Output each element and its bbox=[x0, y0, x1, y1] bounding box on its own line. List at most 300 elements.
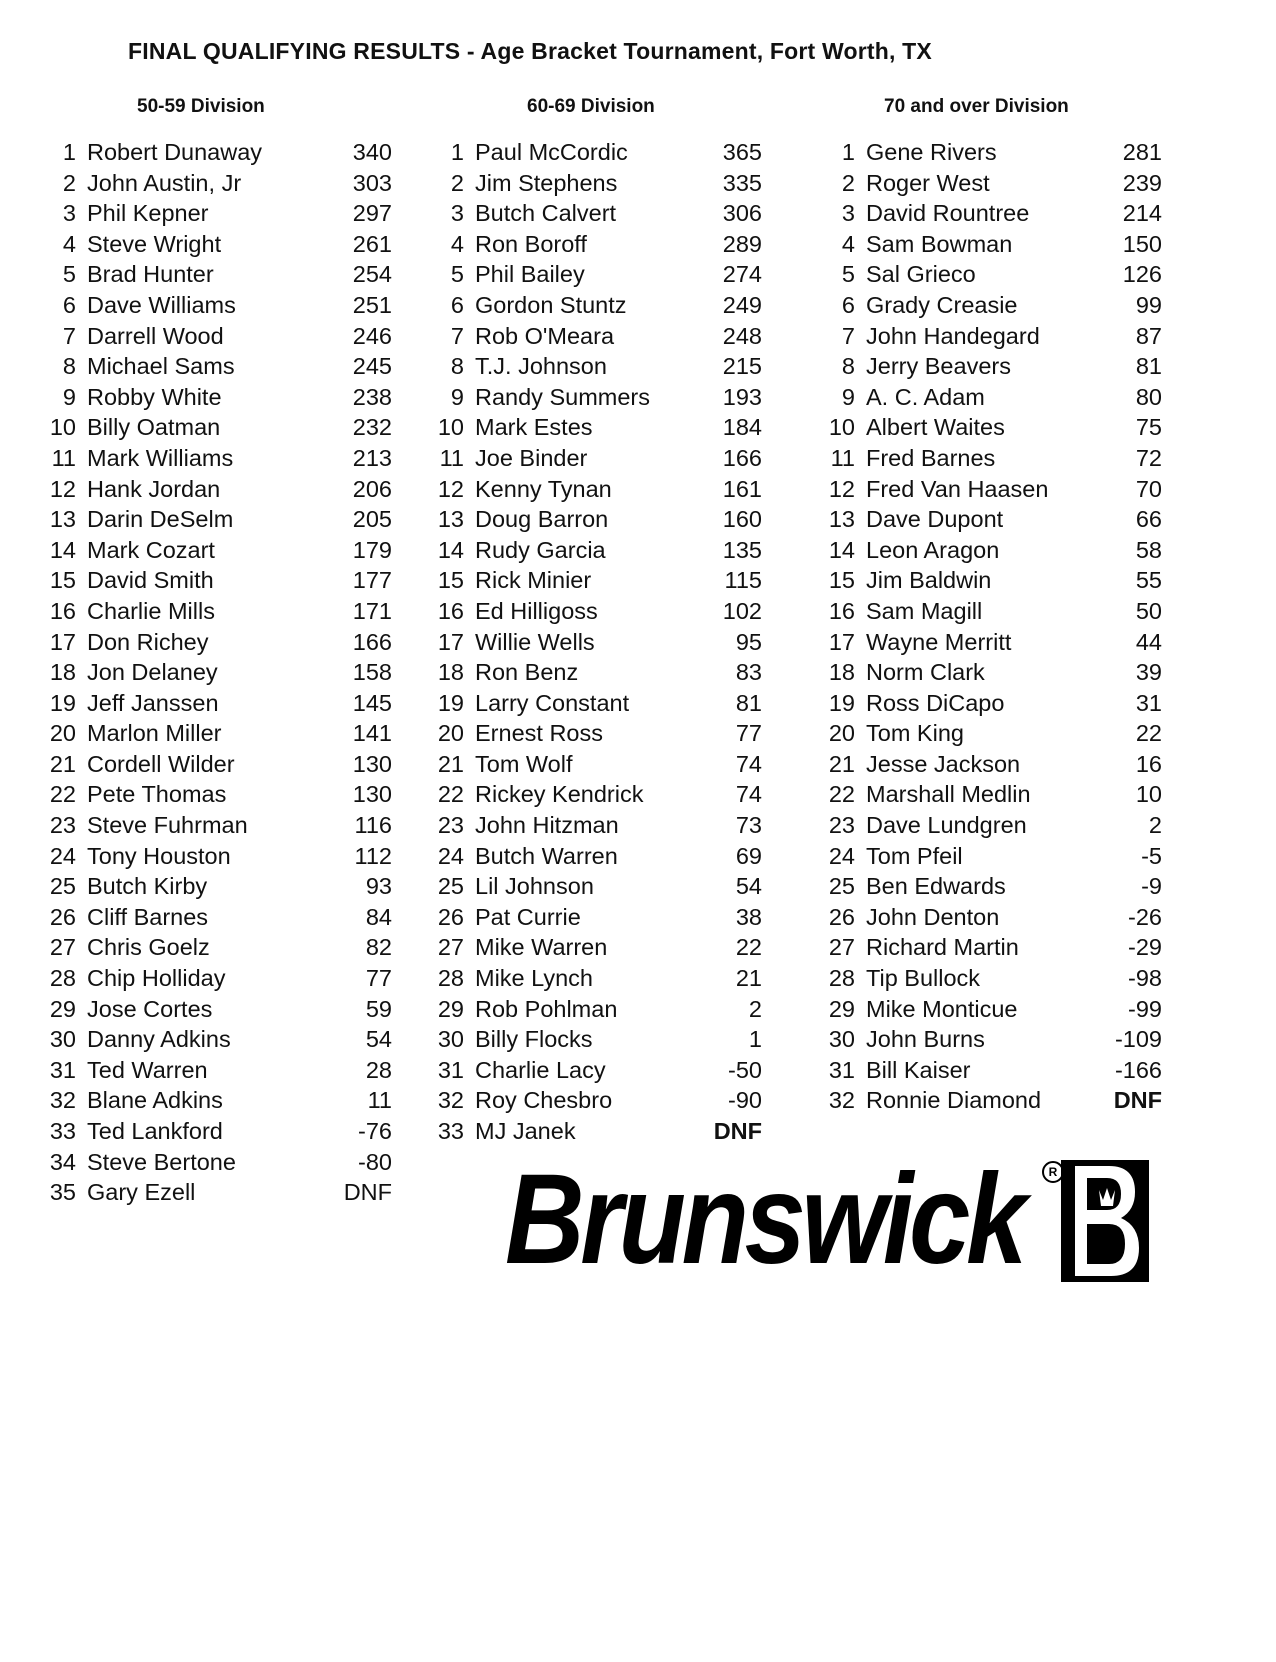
score-cell: -76 bbox=[358, 1118, 392, 1144]
rank-cell: 23 bbox=[828, 812, 855, 839]
rank-cell: 11 bbox=[51, 444, 76, 471]
bowler-name-cell: Charlie Mills bbox=[87, 597, 215, 624]
score-cell: 297 bbox=[352, 200, 392, 227]
score-cell: 83 bbox=[735, 659, 762, 686]
bowler-name-cell: Butch Calvert bbox=[475, 200, 617, 227]
rank-cell: 8 bbox=[841, 353, 855, 380]
rank-cell: 26 bbox=[49, 903, 76, 930]
rank-cell: 10 bbox=[437, 414, 464, 441]
score-cell: 249 bbox=[722, 291, 762, 318]
score-cell: 232 bbox=[352, 414, 392, 441]
rank-cell: 20 bbox=[828, 720, 855, 747]
score-cell: 340 bbox=[352, 139, 392, 165]
bowler-name-cell: T.J. Johnson bbox=[475, 353, 607, 380]
bowler-name-cell: Darin DeSelm bbox=[87, 506, 234, 533]
score-cell: 99 bbox=[1135, 291, 1162, 318]
score-cell: -90 bbox=[728, 1087, 762, 1114]
score-cell: 50 bbox=[1135, 597, 1162, 624]
rank-cell: 11 bbox=[439, 444, 464, 471]
rank-cell: 12 bbox=[828, 475, 855, 502]
bowler-name-cell: David Rountree bbox=[866, 200, 1030, 227]
rank-cell: 10 bbox=[49, 414, 76, 441]
rank-cell: 15 bbox=[437, 567, 464, 594]
score-cell: 75 bbox=[1135, 414, 1162, 441]
bowler-name-cell: Charlie Lacy bbox=[475, 1056, 606, 1083]
rank-cell: 13 bbox=[437, 506, 464, 533]
bowler-name-cell: Ross DiCapo bbox=[866, 689, 1005, 716]
bowler-name-cell: Danny Adkins bbox=[87, 1026, 231, 1053]
score-cell: 166 bbox=[722, 444, 762, 471]
bowler-name-cell: Ted Warren bbox=[87, 1056, 208, 1083]
bowler-name-cell: Gary Ezell bbox=[87, 1179, 196, 1206]
bowler-name-cell: Jim Baldwin bbox=[866, 567, 992, 594]
bowler-name-cell: Marshall Medlin bbox=[866, 781, 1031, 808]
score-cell: DNF bbox=[1113, 1087, 1162, 1114]
rank-cell: 29 bbox=[437, 995, 464, 1022]
bowler-name-cell: Billy Oatman bbox=[87, 414, 221, 441]
score-cell: 248 bbox=[722, 322, 762, 349]
rank-cell: 22 bbox=[437, 781, 464, 808]
score-cell: 16 bbox=[1135, 750, 1162, 777]
bowler-name-cell: Michael Sams bbox=[87, 353, 235, 380]
bowler-name-cell: Mike Warren bbox=[475, 934, 608, 961]
bowler-name-cell: Billy Flocks bbox=[475, 1026, 593, 1053]
rank-cell: 14 bbox=[437, 536, 464, 563]
rank-cell: 9 bbox=[450, 383, 464, 410]
score-cell: 95 bbox=[735, 628, 762, 655]
bowler-name-cell: Sam Bowman bbox=[866, 230, 1013, 257]
rank-cell: 3 bbox=[450, 200, 464, 227]
bowler-name-cell: Norm Clark bbox=[866, 659, 985, 686]
rank-cell: 16 bbox=[49, 597, 76, 624]
score-cell: 81 bbox=[735, 689, 762, 716]
rank-cell: 24 bbox=[828, 842, 855, 869]
score-cell: 289 bbox=[722, 230, 762, 257]
rank-cell: 11 bbox=[830, 444, 855, 471]
score-cell: 213 bbox=[352, 444, 392, 471]
rank-cell: 33 bbox=[49, 1118, 76, 1144]
score-cell: 179 bbox=[352, 536, 392, 563]
rank-cell: 1 bbox=[841, 139, 855, 165]
score-cell: 206 bbox=[352, 475, 392, 502]
score-cell: 166 bbox=[352, 628, 392, 655]
score-cell: 135 bbox=[722, 536, 762, 563]
rank-cell: 4 bbox=[450, 230, 464, 257]
bowler-name-cell: Dave Williams bbox=[87, 291, 236, 318]
rank-cell: 27 bbox=[437, 934, 464, 961]
bowler-name-cell: Larry Constant bbox=[475, 689, 630, 716]
score-cell: 160 bbox=[722, 506, 762, 533]
score-cell: 93 bbox=[365, 873, 392, 900]
score-cell: -80 bbox=[358, 1148, 392, 1175]
bowler-name-cell: John Austin, Jr bbox=[87, 169, 242, 196]
rank-cell: 5 bbox=[841, 261, 855, 288]
score-cell: 171 bbox=[352, 597, 392, 624]
rank-cell: 25 bbox=[49, 873, 76, 900]
bowler-name-cell: Pete Thomas bbox=[87, 781, 227, 808]
bowler-name-cell: Phil Kepner bbox=[87, 200, 209, 227]
rank-cell: 23 bbox=[49, 812, 76, 839]
rank-cell: 21 bbox=[49, 750, 76, 777]
rank-cell: 30 bbox=[828, 1026, 855, 1053]
score-cell: 115 bbox=[724, 567, 762, 594]
rank-cell: 3 bbox=[841, 200, 855, 227]
rank-cell: 28 bbox=[49, 965, 76, 992]
score-cell: 126 bbox=[1122, 261, 1162, 288]
score-cell: 184 bbox=[722, 414, 762, 441]
rank-cell: 21 bbox=[828, 750, 855, 777]
rank-cell: 2 bbox=[62, 169, 76, 196]
bowler-name-cell: Jose Cortes bbox=[87, 995, 213, 1022]
rank-cell: 15 bbox=[828, 567, 855, 594]
score-cell: -29 bbox=[1128, 934, 1162, 961]
rank-cell: 19 bbox=[828, 689, 855, 716]
rank-cell: 28 bbox=[437, 965, 464, 992]
rank-cell: 9 bbox=[62, 383, 76, 410]
rank-cell: 8 bbox=[450, 353, 464, 380]
rank-cell: 7 bbox=[841, 322, 855, 349]
score-cell: -109 bbox=[1114, 1026, 1162, 1053]
bowler-name-cell: Jon Delaney bbox=[87, 659, 218, 686]
score-cell: 73 bbox=[735, 812, 762, 839]
rank-cell: 3 bbox=[62, 200, 76, 227]
rank-cell: 13 bbox=[49, 506, 76, 533]
bowler-name-cell: Robert Dunaway bbox=[87, 139, 263, 165]
rank-cell: 22 bbox=[828, 781, 855, 808]
bowler-name-cell: John Burns bbox=[866, 1026, 985, 1053]
score-cell: 335 bbox=[722, 169, 762, 196]
bowler-name-cell: Ben Edwards bbox=[866, 873, 1006, 900]
score-cell: 59 bbox=[365, 995, 392, 1022]
score-cell: 141 bbox=[352, 720, 392, 747]
score-cell: 77 bbox=[365, 965, 392, 992]
bowler-name-cell: Robby White bbox=[87, 383, 222, 410]
score-cell: DNF bbox=[343, 1179, 392, 1206]
score-cell: 54 bbox=[365, 1026, 392, 1053]
score-cell: 77 bbox=[735, 720, 762, 747]
rank-cell: 31 bbox=[828, 1056, 855, 1083]
rank-cell: 2 bbox=[841, 169, 855, 196]
bowler-name-cell: Rick Minier bbox=[475, 567, 592, 594]
rank-cell: 27 bbox=[49, 934, 76, 961]
rank-cell: 31 bbox=[49, 1056, 76, 1083]
rank-cell: 32 bbox=[437, 1087, 464, 1114]
bowler-name-cell: Doug Barron bbox=[475, 506, 609, 533]
bowler-name-cell: Richard Martin bbox=[866, 934, 1019, 961]
bowler-name-cell: Albert Waites bbox=[866, 414, 1005, 441]
rank-cell: 18 bbox=[828, 659, 855, 686]
rank-cell: 2 bbox=[450, 169, 464, 196]
bowler-name-cell: Tip Bullock bbox=[866, 965, 981, 992]
rank-cell: 14 bbox=[49, 536, 76, 563]
score-cell: -26 bbox=[1128, 903, 1162, 930]
bowler-name-cell: Bill Kaiser bbox=[866, 1056, 971, 1083]
division-header-60-69: 60-69 Division bbox=[527, 96, 655, 117]
rank-cell: 33 bbox=[437, 1118, 464, 1144]
rank-cell: 30 bbox=[437, 1026, 464, 1053]
score-cell: 246 bbox=[352, 322, 392, 349]
rank-cell: 13 bbox=[828, 506, 855, 533]
rank-cell: 4 bbox=[841, 230, 855, 257]
score-cell: 251 bbox=[352, 291, 392, 318]
bowler-name-cell: Leon Aragon bbox=[866, 536, 1000, 563]
score-cell: 28 bbox=[365, 1056, 392, 1083]
score-cell: 116 bbox=[354, 812, 392, 839]
bowler-name-cell: Chris Goelz bbox=[87, 934, 210, 961]
score-cell: 10 bbox=[1135, 781, 1162, 808]
bowler-name-cell: Tom King bbox=[866, 720, 964, 747]
rank-cell: 1 bbox=[62, 139, 76, 165]
bowler-name-cell: MJ Janek bbox=[475, 1118, 576, 1144]
rank-cell: 15 bbox=[49, 567, 76, 594]
rank-cell: 17 bbox=[828, 628, 855, 655]
rank-cell: 17 bbox=[49, 628, 76, 655]
score-cell: 177 bbox=[352, 567, 392, 594]
bowler-name-cell: Randy Summers bbox=[475, 383, 650, 410]
bowler-name-cell: Fred Van Haasen bbox=[866, 475, 1049, 502]
bowler-name-cell: Jeff Janssen bbox=[87, 689, 219, 716]
rank-cell: 19 bbox=[49, 689, 76, 716]
score-cell: 205 bbox=[352, 506, 392, 533]
bowler-name-cell: Ed Hilligoss bbox=[475, 597, 598, 624]
rank-cell: 9 bbox=[841, 383, 855, 410]
score-cell: 84 bbox=[365, 903, 392, 930]
rank-cell: 8 bbox=[62, 353, 76, 380]
rank-cell: 35 bbox=[49, 1179, 76, 1206]
score-cell: DNF bbox=[713, 1118, 762, 1144]
bowler-name-cell: Dave Lundgren bbox=[866, 812, 1027, 839]
score-cell: 2 bbox=[748, 995, 762, 1022]
bowler-name-cell: Rob Pohlman bbox=[475, 995, 618, 1022]
bowler-name-cell: Tom Pfeil bbox=[866, 842, 963, 869]
score-cell: 130 bbox=[352, 750, 392, 777]
score-cell: 215 bbox=[722, 353, 762, 380]
rank-cell: 12 bbox=[437, 475, 464, 502]
brunswick-crown-b-icon bbox=[1061, 1160, 1149, 1282]
score-cell: 55 bbox=[1135, 567, 1162, 594]
score-cell: 44 bbox=[1135, 628, 1162, 655]
rank-cell: 5 bbox=[450, 261, 464, 288]
rank-cell: 28 bbox=[828, 965, 855, 992]
bowler-name-cell: Rickey Kendrick bbox=[475, 781, 644, 808]
bowler-name-cell: Mark Estes bbox=[475, 414, 593, 441]
bowler-name-cell: Mark Williams bbox=[87, 444, 234, 471]
rank-cell: 30 bbox=[49, 1026, 76, 1053]
rank-cell: 32 bbox=[49, 1087, 76, 1114]
score-cell: 150 bbox=[1122, 230, 1162, 257]
bowler-name-cell: Sam Magill bbox=[866, 597, 983, 624]
bowler-name-cell: Pat Currie bbox=[475, 903, 581, 930]
score-cell: 306 bbox=[722, 200, 762, 227]
rank-cell: 12 bbox=[49, 475, 76, 502]
bowler-name-cell: Grady Creasie bbox=[866, 291, 1018, 318]
score-cell: 54 bbox=[735, 873, 762, 900]
bowler-name-cell: Jerry Beavers bbox=[866, 353, 1011, 380]
score-cell: 239 bbox=[1122, 169, 1162, 196]
bowler-name-cell: Blane Adkins bbox=[87, 1087, 223, 1114]
rank-cell: 21 bbox=[437, 750, 464, 777]
score-cell: 112 bbox=[354, 842, 392, 869]
score-cell: 214 bbox=[1122, 200, 1162, 227]
score-cell: -98 bbox=[1128, 965, 1162, 992]
bowler-name-cell: Darrell Wood bbox=[87, 322, 224, 349]
rank-cell: 19 bbox=[437, 689, 464, 716]
bowler-name-cell: Cordell Wilder bbox=[87, 750, 235, 777]
rank-cell: 25 bbox=[828, 873, 855, 900]
rank-cell: 14 bbox=[828, 536, 855, 563]
score-cell: 145 bbox=[352, 689, 392, 716]
score-cell: 72 bbox=[1135, 444, 1162, 471]
rank-cell: 7 bbox=[62, 322, 76, 349]
score-cell: 130 bbox=[352, 781, 392, 808]
score-cell: 38 bbox=[735, 903, 762, 930]
score-cell: 70 bbox=[1135, 475, 1162, 502]
score-cell: 274 bbox=[722, 261, 762, 288]
rank-cell: 7 bbox=[450, 322, 464, 349]
bowler-name-cell: Roy Chesbro bbox=[475, 1087, 613, 1114]
registered-mark-icon: R bbox=[1042, 1161, 1064, 1183]
bowler-name-cell: Mike Lynch bbox=[475, 965, 593, 992]
rank-cell: 20 bbox=[437, 720, 464, 747]
bowler-name-cell: Mark Cozart bbox=[87, 536, 215, 563]
score-cell: -50 bbox=[728, 1056, 762, 1083]
bowler-name-cell: Hank Jordan bbox=[87, 475, 221, 502]
score-cell: -9 bbox=[1141, 873, 1162, 900]
bowler-name-cell: A. C. Adam bbox=[866, 383, 985, 410]
bowler-name-cell: David Smith bbox=[87, 567, 214, 594]
bowler-name-cell: Ernest Ross bbox=[475, 720, 603, 747]
brunswick-wordmark: Brunswick bbox=[505, 1148, 1023, 1291]
score-cell: 254 bbox=[352, 261, 392, 288]
bowler-name-cell: Mike Monticue bbox=[866, 995, 1018, 1022]
bowler-name-cell: Butch Kirby bbox=[87, 873, 208, 900]
score-cell: 365 bbox=[722, 139, 762, 165]
score-cell: 66 bbox=[1135, 506, 1162, 533]
page-title: FINAL QUALIFYING RESULTS - Age Bracket Tournament, Fort Worth, TX bbox=[128, 38, 932, 64]
score-cell: 22 bbox=[1135, 720, 1162, 747]
bowler-name-cell: John Denton bbox=[866, 903, 1000, 930]
score-cell: 87 bbox=[1135, 322, 1162, 349]
rank-cell: 18 bbox=[437, 659, 464, 686]
rank-cell: 26 bbox=[437, 903, 464, 930]
bowler-name-cell: Rob O'Meara bbox=[475, 322, 615, 349]
bowler-name-cell: Gene Rivers bbox=[866, 139, 997, 165]
score-cell: 2 bbox=[1148, 812, 1162, 839]
brunswick-logo bbox=[505, 1148, 1145, 1291]
rank-cell: 23 bbox=[437, 812, 464, 839]
score-cell: 11 bbox=[367, 1087, 392, 1114]
score-cell: -166 bbox=[1114, 1056, 1162, 1083]
score-cell: 1 bbox=[748, 1026, 762, 1053]
bowler-name-cell: Lil Johnson bbox=[475, 873, 594, 900]
rank-cell: 29 bbox=[49, 995, 76, 1022]
bowler-name-cell: Brad Hunter bbox=[87, 261, 214, 288]
bowler-name-cell: Cliff Barnes bbox=[87, 903, 209, 930]
bowler-name-cell: Ron Benz bbox=[475, 659, 579, 686]
score-cell: 102 bbox=[722, 597, 762, 624]
rank-cell: 32 bbox=[828, 1087, 855, 1114]
rank-cell: 10 bbox=[828, 414, 855, 441]
rank-cell: 29 bbox=[828, 995, 855, 1022]
score-cell: -5 bbox=[1141, 842, 1162, 869]
score-cell: 58 bbox=[1135, 536, 1162, 563]
rank-cell: 22 bbox=[49, 781, 76, 808]
score-cell: 193 bbox=[722, 383, 762, 410]
rank-cell: 5 bbox=[62, 261, 76, 288]
rank-cell: 6 bbox=[841, 291, 855, 318]
rank-cell: 27 bbox=[828, 934, 855, 961]
rank-cell: 34 bbox=[49, 1148, 76, 1175]
bowler-name-cell: Steve Wright bbox=[87, 230, 222, 257]
score-cell: 74 bbox=[735, 750, 762, 777]
bowler-name-cell: Don Richey bbox=[87, 628, 209, 655]
bowler-name-cell: Sal Grieco bbox=[866, 261, 976, 288]
bowler-name-cell: John Handegard bbox=[866, 322, 1040, 349]
score-cell: 281 bbox=[1122, 139, 1162, 165]
score-cell: 238 bbox=[352, 383, 392, 410]
rank-cell: 24 bbox=[49, 842, 76, 869]
bowler-name-cell: Kenny Tynan bbox=[475, 475, 612, 502]
score-cell: 22 bbox=[735, 934, 762, 961]
bowler-name-cell: Willie Wells bbox=[475, 628, 595, 655]
bowler-name-cell: Joe Binder bbox=[475, 444, 588, 471]
bowler-name-cell: Dave Dupont bbox=[866, 506, 1004, 533]
bowler-name-cell: John Hitzman bbox=[475, 812, 619, 839]
score-cell: 81 bbox=[1135, 353, 1162, 380]
bowler-name-cell: Chip Holliday bbox=[87, 965, 226, 992]
rank-cell: 16 bbox=[828, 597, 855, 624]
bowler-name-cell: Roger West bbox=[866, 169, 990, 196]
score-cell: 21 bbox=[735, 965, 762, 992]
rank-cell: 24 bbox=[437, 842, 464, 869]
score-cell: 303 bbox=[352, 169, 392, 196]
score-cell: 161 bbox=[722, 475, 762, 502]
bowler-name-cell: Tom Wolf bbox=[475, 750, 573, 777]
bowler-name-cell: Wayne Merritt bbox=[866, 628, 1012, 655]
bowler-name-cell: Paul McCordic bbox=[475, 139, 628, 165]
score-cell: 245 bbox=[352, 353, 392, 380]
bowler-name-cell: Jesse Jackson bbox=[866, 750, 1021, 777]
division-header-70-over: 70 and over Division bbox=[884, 96, 1069, 117]
rank-cell: 1 bbox=[450, 139, 464, 165]
score-cell: -99 bbox=[1128, 995, 1162, 1022]
rank-cell: 25 bbox=[437, 873, 464, 900]
bowler-name-cell: Butch Warren bbox=[475, 842, 618, 869]
bowler-name-cell: Marlon Miller bbox=[87, 720, 222, 747]
rank-cell: 26 bbox=[828, 903, 855, 930]
score-cell: 74 bbox=[735, 781, 762, 808]
bowler-name-cell: Rudy Garcia bbox=[475, 536, 606, 563]
score-cell: 80 bbox=[1135, 383, 1162, 410]
score-cell: 69 bbox=[735, 842, 762, 869]
rank-cell: 16 bbox=[437, 597, 464, 624]
rank-cell: 4 bbox=[62, 230, 76, 257]
score-cell: 31 bbox=[1135, 689, 1162, 716]
bowler-name-cell: Steve Fuhrman bbox=[87, 812, 248, 839]
bowler-name-cell: Phil Bailey bbox=[475, 261, 585, 288]
score-cell: 158 bbox=[352, 659, 392, 686]
bowler-name-cell: Fred Barnes bbox=[866, 444, 996, 471]
bowler-name-cell: Ron Boroff bbox=[475, 230, 587, 257]
score-cell: 261 bbox=[352, 230, 392, 257]
score-cell: 82 bbox=[365, 934, 392, 961]
bowler-name-cell: Ted Lankford bbox=[87, 1118, 223, 1144]
bowler-name-cell: Tony Houston bbox=[87, 842, 231, 869]
rank-cell: 6 bbox=[62, 291, 76, 318]
rank-cell: 17 bbox=[437, 628, 464, 655]
rank-cell: 20 bbox=[49, 720, 76, 747]
bowler-name-cell: Steve Bertone bbox=[87, 1148, 236, 1175]
